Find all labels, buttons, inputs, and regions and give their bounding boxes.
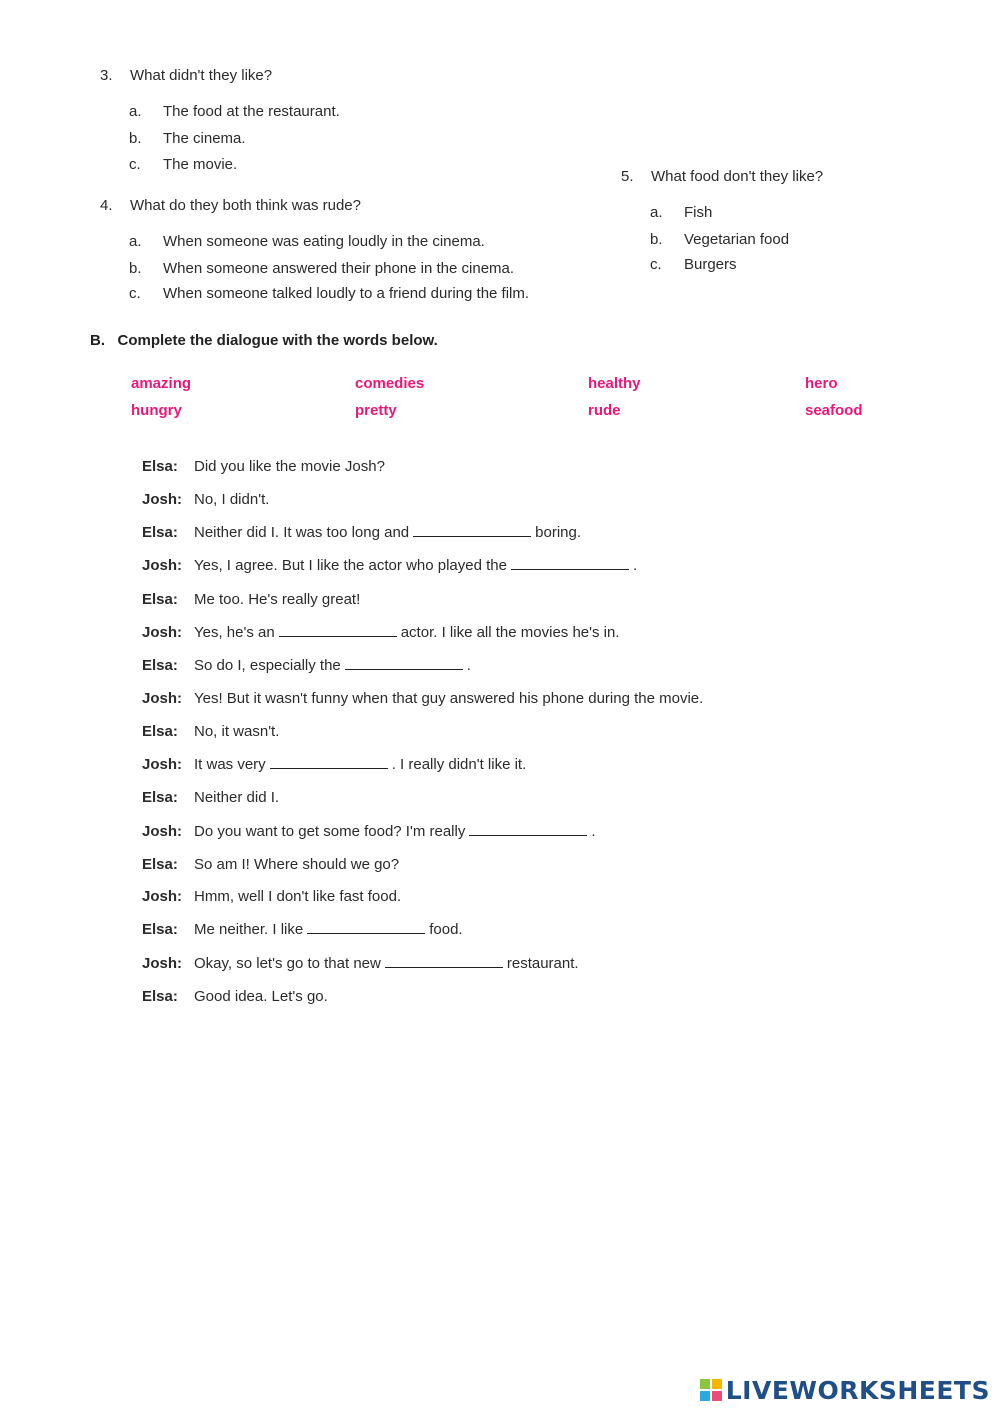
dialogue-line: Josh: Yes, I agree. But I like the actor who played the .: [142, 557, 638, 574]
answer-blank-2[interactable]: [511, 557, 629, 570]
logo-icon: [700, 1379, 722, 1401]
dialogue-line: Elsa: So am I! Where should we go?: [142, 856, 400, 873]
dialogue-line: Elsa: Neither did I. It was too long and boring.: [142, 524, 582, 541]
speaker: Josh:: [142, 756, 183, 773]
question-4: [100, 197, 361, 214]
speaker: Josh:: [142, 624, 183, 641]
dialogue-line: Josh: Hmm, well I don't like fast food.: [142, 888, 402, 905]
q4-option-b[interactable]: b. When someone answered their phone in the cinema.: [129, 260, 515, 277]
speaker: Josh:: [142, 491, 183, 508]
speaker: Elsa:: [142, 921, 178, 938]
speaker: Elsa:: [142, 524, 178, 541]
word-bank-rude: rude: [588, 402, 621, 419]
dialogue-line: Elsa: No, it wasn't.: [142, 723, 280, 740]
section-b-heading: B. Complete the dialogue with the words below.: [90, 332, 438, 349]
question-number: 5.: [621, 168, 634, 185]
dialogue-line: Josh: No, I didn't.: [142, 491, 270, 508]
answer-blank-6[interactable]: [469, 823, 587, 836]
q5-option-b[interactable]: b. Vegetarian food: [650, 231, 790, 248]
dialogue-line: Elsa: Me neither. I like food.: [142, 921, 463, 938]
speaker: Josh:: [142, 823, 183, 840]
answer-blank-7[interactable]: [307, 921, 425, 934]
speaker: Josh:: [142, 955, 183, 972]
q4-option-a[interactable]: a. When someone was eating loudly in the cinema.: [129, 233, 485, 250]
q3-option-c[interactable]: c. The movie.: [129, 156, 238, 173]
word-bank-comedies: comedies: [355, 375, 425, 392]
answer-blank-5[interactable]: [270, 756, 388, 769]
q3-option-b[interactable]: b. The cinema.: [129, 130, 246, 147]
speaker: Elsa:: [142, 988, 178, 1005]
dialogue-line: Josh: Do you want to get some food? I'm really .: [142, 823, 596, 840]
question-number: 3.: [100, 67, 113, 84]
q5-option-a[interactable]: a. Fish: [650, 204, 713, 221]
speaker: Elsa:: [142, 856, 178, 873]
question-text: What do they both think was rude?: [130, 197, 361, 214]
word-bank-seafood: seafood: [805, 402, 863, 419]
speaker: Josh:: [142, 557, 183, 574]
speaker: Elsa:: [142, 657, 178, 674]
question-3: [100, 67, 272, 84]
speaker: Elsa:: [142, 789, 178, 806]
dialogue-line: Elsa: Me too. He's really great!: [142, 591, 361, 608]
answer-blank-3[interactable]: [279, 624, 397, 637]
word-bank-hungry: hungry: [131, 402, 182, 419]
answer-blank-8[interactable]: [385, 955, 503, 968]
speaker: Josh:: [142, 690, 183, 707]
q4-option-c[interactable]: c. When someone talked loudly to a friend during the film.: [129, 285, 530, 302]
speaker: Elsa:: [142, 458, 178, 475]
question-text: What food don't they like?: [651, 168, 824, 185]
word-bank-amazing: amazing: [131, 375, 192, 392]
word-bank-hero: hero: [805, 375, 838, 392]
dialogue-line: Elsa: Good idea. Let's go.: [142, 988, 328, 1005]
dialogue-line: Josh: Yes! But it wasn't funny when that guy answered his phone during the movie.: [142, 690, 704, 707]
speaker: Elsa:: [142, 723, 178, 740]
speaker: Josh:: [142, 888, 183, 905]
question-number: 4.: [100, 197, 113, 214]
liveworksheets-logo[interactable]: [700, 1375, 990, 1405]
dialogue-line: Josh: Okay, so let's go to that new restaurant.: [142, 955, 579, 972]
word-bank-healthy: healthy: [588, 375, 641, 392]
question-5: [621, 168, 823, 185]
q5-option-c[interactable]: c. Burgers: [650, 256, 737, 273]
q3-option-a[interactable]: a. The food at the restaurant.: [129, 103, 340, 120]
question-text: What didn't they like?: [130, 67, 273, 84]
logo-text: LIVEWORKSHEETS: [725, 1375, 990, 1405]
dialogue-line: Elsa: Neither did I.: [142, 789, 280, 806]
answer-blank-4[interactable]: [345, 657, 463, 670]
word-bank-pretty: pretty: [355, 402, 397, 419]
dialogue-line: Elsa: So do I, especially the .: [142, 657, 471, 674]
speaker: Elsa:: [142, 591, 178, 608]
dialogue-line: Elsa: Did you like the movie Josh?: [142, 458, 385, 475]
answer-blank-1[interactable]: [413, 524, 531, 537]
dialogue-line: Josh: It was very . I really didn't like it.: [142, 756, 527, 773]
dialogue-line: Josh: Yes, he's an actor. I like all the movies he's in.: [142, 624, 620, 641]
